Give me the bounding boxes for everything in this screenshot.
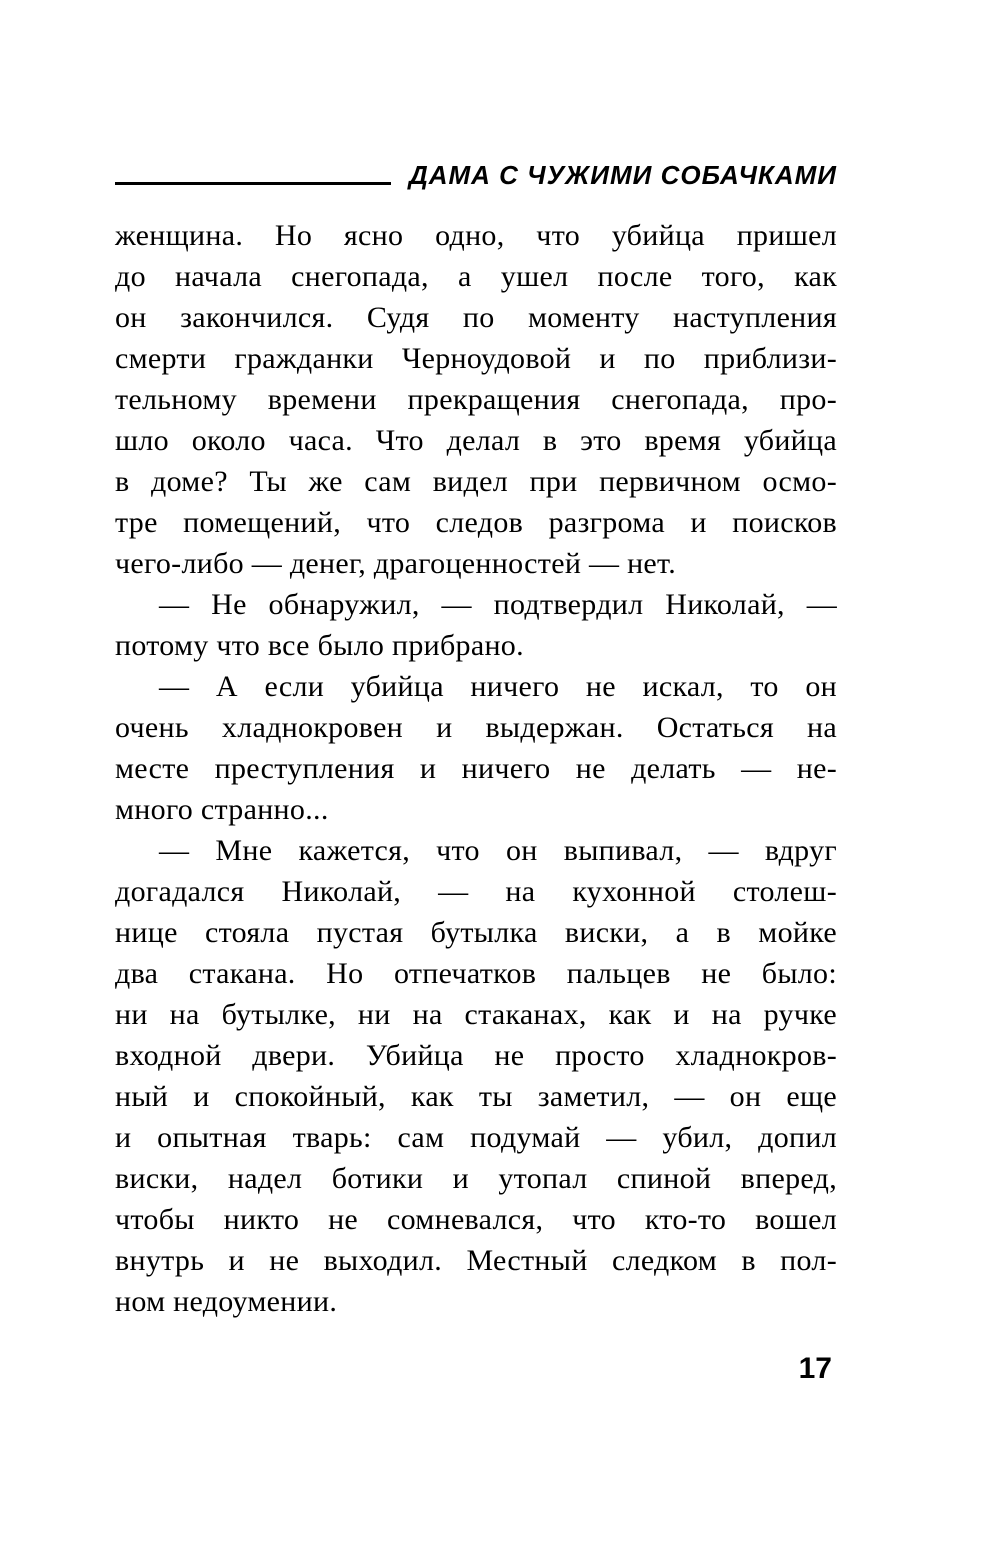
text-line: в доме? Ты же сам видел при первичном осмо- <box>115 465 837 498</box>
text-line: ный и спокойный, как ты заметил, — он еще <box>115 1080 837 1113</box>
text-line: — А если убийца ничего не искал, то он <box>159 670 837 703</box>
text-line: до начала снегопада, а ушел после того, как <box>115 260 837 293</box>
text-line: смерти гражданки Черноудовой и по приблизи- <box>115 342 837 375</box>
text-line: очень хладнокровен и выдержан. Остаться на <box>115 711 837 744</box>
text-line: потому что все было прибрано. <box>115 629 524 662</box>
text-line: виски, надел ботики и утопал спиной вперед, <box>115 1162 837 1195</box>
text-line: он закончился. Судя по моменту наступления <box>115 301 837 334</box>
text-line: внутрь и не выходил. Местный следком в пол- <box>115 1244 837 1277</box>
text-line: чего-либо — денег, драгоценностей — нет. <box>115 547 676 580</box>
text-line: ни на бутылке, ни на стаканах, как и на ручке <box>115 998 837 1031</box>
text-line: — Не обнаружил, — подтвердил Николай, — <box>159 588 837 621</box>
text-line: много странно... <box>115 793 329 826</box>
text-line: ном недоумении. <box>115 1285 338 1318</box>
text-line: и опытная тварь: сам подумай — убил, допил <box>115 1121 837 1154</box>
text-line: два стакана. Но отпечатков пальцев не было: <box>115 957 837 990</box>
header-title: ДАМА С ЧУЖИМИ СОБАЧКАМИ <box>408 160 837 190</box>
page-number: 17 <box>798 1352 832 1385</box>
text-line: месте преступления и ничего не делать — не- <box>115 752 837 785</box>
text-line: тельному времени прекращения снегопада, про- <box>115 383 837 416</box>
text-line: нице стояла пустая бутылка виски, а в мойке <box>115 916 837 949</box>
text-line: входной двери. Убийца не просто хладнокров- <box>115 1039 837 1072</box>
body-text <box>115 215 837 1322</box>
running-header <box>115 160 837 191</box>
text-line: тре помещений, что следов разгрома и поисков <box>115 506 837 539</box>
text-line: догадался Николай, — на кухонной столеш- <box>115 875 837 908</box>
text-line: — Мне кажется, что он выпивал, — вдруг <box>159 834 837 867</box>
header-rule <box>115 182 391 185</box>
text-line: женщина. Но ясно одно, что убийца пришел <box>115 219 837 252</box>
text-line: шло около часа. Что делал в это время убийца <box>115 424 837 457</box>
text-line: чтобы никто не сомневался, что кто-то вошел <box>115 1203 837 1236</box>
